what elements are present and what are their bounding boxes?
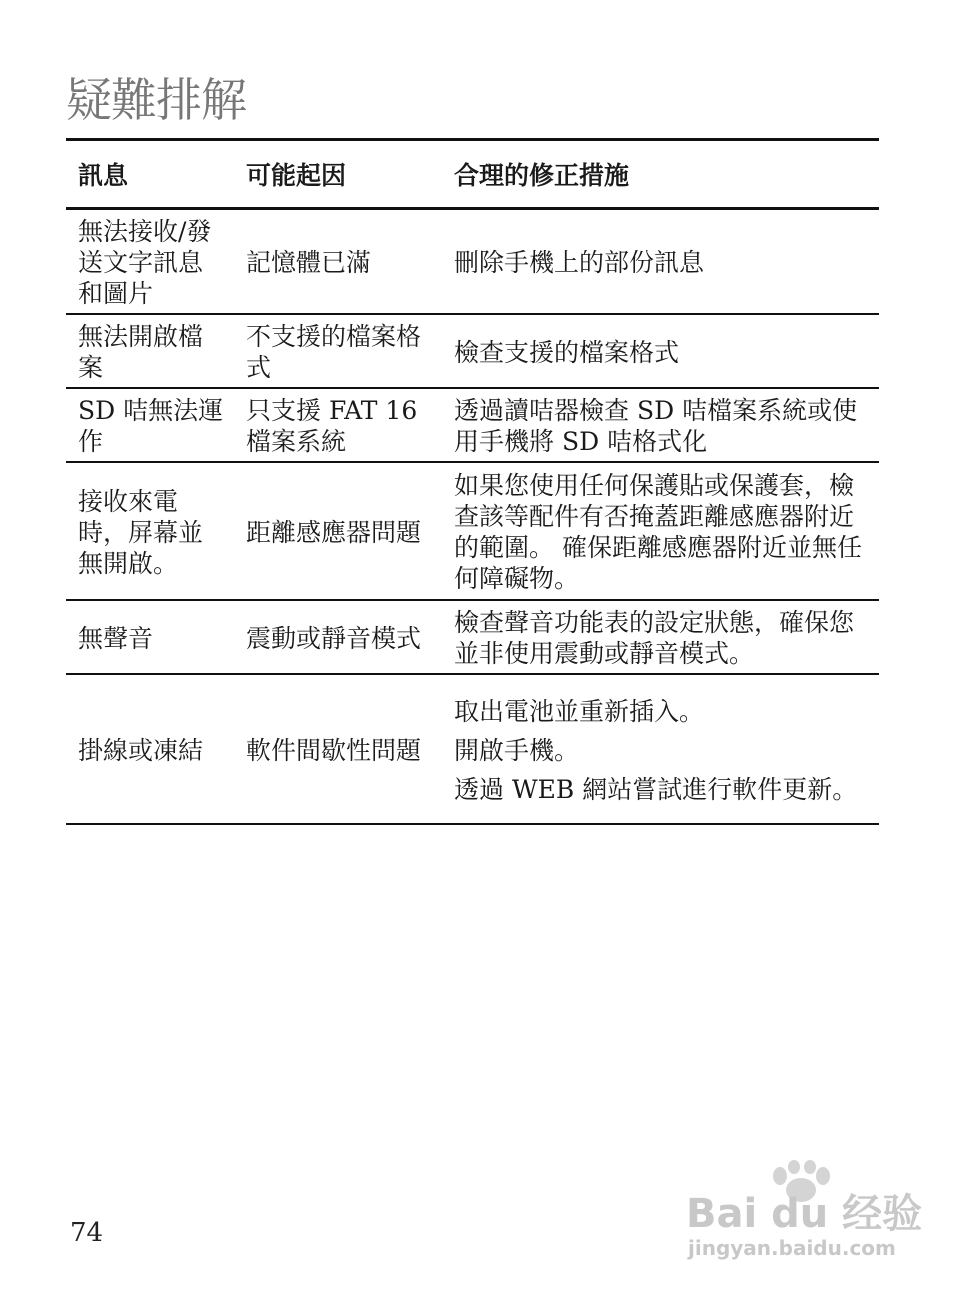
header-cause: 可能起因 bbox=[234, 140, 442, 209]
cause-cell: 不支援的檔案格式 bbox=[234, 314, 442, 388]
troubleshooting-table bbox=[66, 138, 879, 825]
table-row bbox=[66, 674, 879, 824]
baidu-watermark bbox=[686, 1160, 923, 1270]
message-cell: 接收來電時，屏幕並無開啟。 bbox=[66, 462, 234, 600]
watermark-logo: Bai du 经验 bbox=[686, 1191, 923, 1237]
fix-text: 取出電池並重新插入。 bbox=[454, 696, 705, 726]
message-cell: 無法開啟檔案 bbox=[66, 314, 234, 388]
page-number: 74 bbox=[70, 1218, 104, 1248]
table-row bbox=[66, 388, 879, 462]
fix-text: 刪除手機上的部份訊息 bbox=[454, 248, 705, 277]
cause-cell: 只支援 FAT 16 檔案系統 bbox=[234, 388, 442, 462]
table-row bbox=[66, 462, 879, 600]
header-message: 訊息 bbox=[66, 140, 234, 209]
table-row bbox=[66, 600, 879, 674]
fix-cell bbox=[442, 209, 879, 315]
watermark-url: jingyan.baidu.com bbox=[688, 1236, 896, 1260]
cause-cell: 震動或靜音模式 bbox=[234, 600, 442, 674]
message-cell: 無法接收/發送文字訊息和圖片 bbox=[66, 209, 234, 315]
fix-text: 開啟手機。 bbox=[454, 735, 580, 765]
cause-cell: 距離感應器問題 bbox=[234, 462, 442, 600]
fix-text: 透過讀咭器檢查 SD 咭檔案系統或使用手機將 SD 咭格式化 bbox=[454, 396, 858, 456]
fix-cell bbox=[442, 314, 879, 388]
fix-text: 如果您使用任何保護貼或保護套，檢查該等配件有否掩蓋距離感應器附近的範圍。 確保距離感應器附近並無任何障礙物。 bbox=[454, 471, 862, 593]
table-row bbox=[66, 209, 879, 315]
table-row bbox=[66, 314, 879, 388]
fix-cell bbox=[442, 674, 879, 824]
page-title: 疑難排解 bbox=[66, 73, 246, 127]
fix-text: 檢查聲音功能表的設定狀態，確保您並非使用震動或靜音模式。 bbox=[454, 608, 855, 668]
message-cell: 無聲音 bbox=[66, 600, 234, 674]
header-fix: 合理的修正措施 bbox=[442, 140, 879, 209]
fix-cell bbox=[442, 462, 879, 600]
fix-cell bbox=[442, 600, 879, 674]
message-cell: 掛線或凍結 bbox=[66, 674, 234, 824]
fix-cell bbox=[442, 388, 879, 462]
cause-cell: 軟件間歇性問題 bbox=[234, 674, 442, 824]
cause-cell: 記憶體已滿 bbox=[234, 209, 442, 315]
message-cell: SD 咭無法運作 bbox=[66, 388, 234, 462]
table-header-row bbox=[66, 140, 879, 209]
fix-text: 透過 WEB 網站嘗試進行軟件更新。 bbox=[454, 774, 858, 804]
fix-text: 檢查支援的檔案格式 bbox=[454, 337, 680, 367]
